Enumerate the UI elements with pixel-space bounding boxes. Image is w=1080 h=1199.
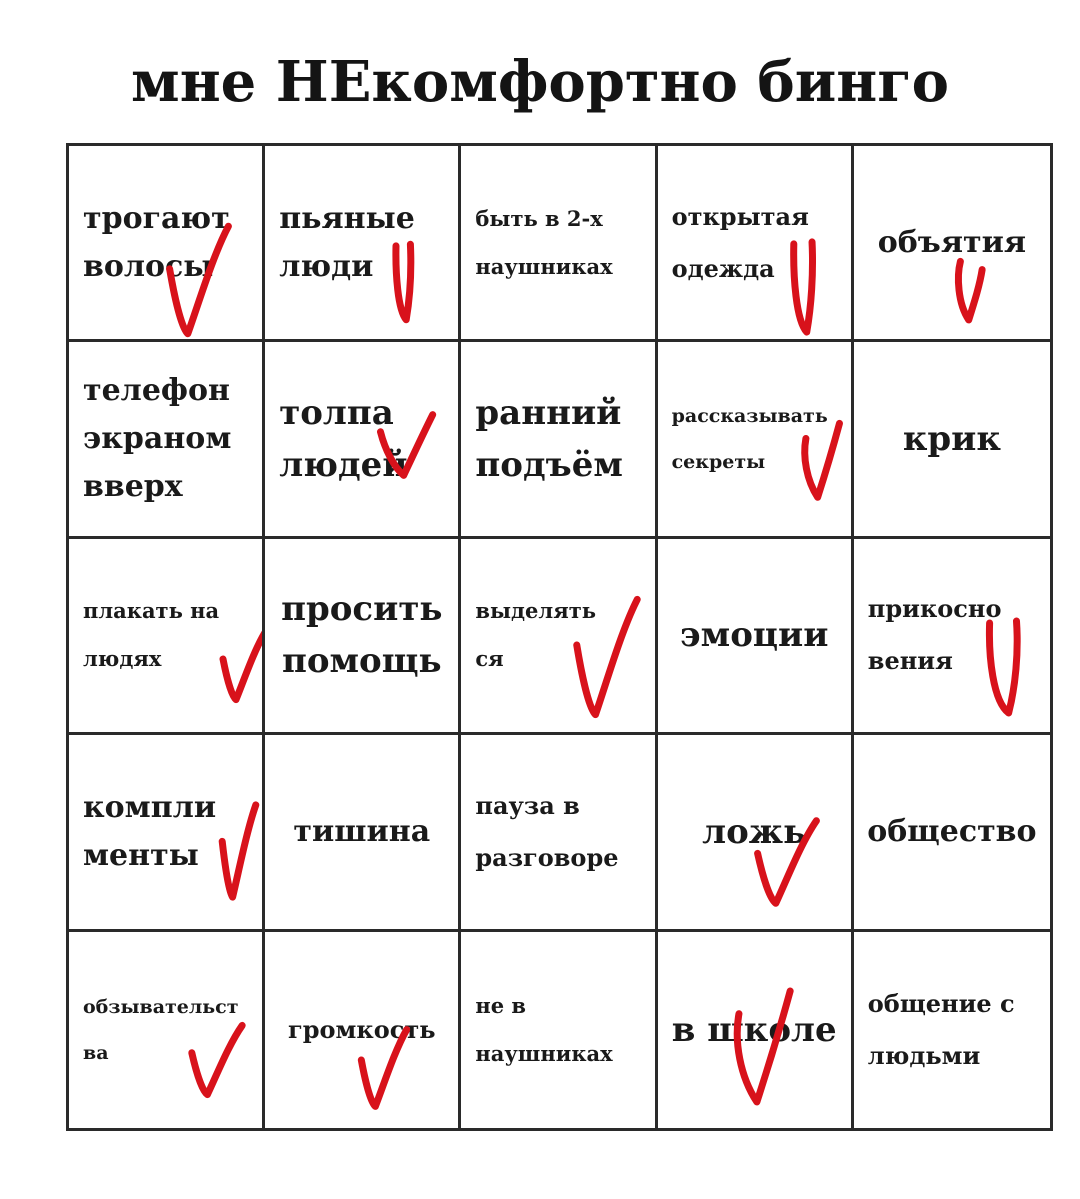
bingo-cell[interactable] [658,932,854,1128]
bingo-cell[interactable] [69,146,265,342]
bingo-cell[interactable] [461,735,657,931]
bingo-cell-label: пьяные люди [279,200,415,284]
red-checkmark-icon [219,631,265,701]
bingo-cell-label: просить помощь [281,589,443,682]
bingo-cell-label: компли менты [83,789,217,873]
bingo-cell[interactable] [69,342,265,538]
bingo-cell[interactable] [658,539,854,735]
bingo-cell[interactable] [265,342,461,538]
checkmark-stroke [222,805,256,897]
bingo-cell[interactable] [265,735,461,931]
bingo-cell-label: крик [902,419,1001,460]
checkmark-stroke [223,632,265,699]
bingo-cell-label: громкость [288,1014,436,1044]
bingo-cell-label: эмоции [679,615,829,656]
bingo-cell[interactable] [69,735,265,931]
bingo-cell[interactable] [461,932,657,1128]
bingo-cell-label: обзывательст ва [83,995,239,1064]
bingo-cell-label: прикосно вения [867,594,1002,676]
bingo-cell-label: не в наушниках [475,992,613,1066]
bingo-cell-label: ложь [702,811,807,852]
bingo-board [66,143,1053,1131]
bingo-cell[interactable] [265,146,461,342]
bingo-cell[interactable] [265,932,461,1128]
bingo-cell[interactable] [854,146,1050,342]
bingo-cell-label: выделять ся [475,598,596,672]
bingo-cell-label: плакать на людях [83,598,220,672]
bingo-cell-label: быть в 2-х наушниках [475,205,613,279]
bingo-cell[interactable] [461,342,657,538]
bingo-title: мне НЕкомфортно бинго [131,49,949,115]
red-checkmark-icon [219,803,259,899]
bingo-cell-label: объятия [877,224,1026,260]
bingo-cell[interactable] [854,539,1050,735]
bingo-cell-label: пауза в разговоре [475,790,619,872]
bingo-cell-label: в школе [671,1009,837,1050]
bingo-cell-label: общество [867,813,1037,849]
bingo-cell[interactable] [461,539,657,735]
bingo-cell[interactable] [854,342,1050,538]
bingo-cell[interactable] [854,932,1050,1128]
bingo-cell[interactable] [69,932,265,1128]
bingo-cell-label: общение с людьми [867,988,1015,1070]
bingo-cell[interactable] [69,539,265,735]
bingo-cell-label: рассказывать секреты [671,405,828,474]
bingo-cell-label: открытая одежда [671,201,809,283]
bingo-cell-label: толпа людей [279,393,408,486]
bingo-cell[interactable] [658,146,854,342]
bingo-cell-label: трогают волосы [83,200,230,284]
bingo-cell[interactable] [658,342,854,538]
bingo-cell-label: ранний подъём [475,393,623,486]
checkmark-stroke [958,261,982,319]
bingo-cell[interactable] [854,735,1050,931]
bingo-cell[interactable] [658,735,854,931]
bingo-cell-label: телефон экраном вверх [83,373,232,505]
bingo-cell[interactable] [265,539,461,735]
bingo-cell[interactable] [461,146,657,342]
bingo-cell-label: тишина [293,813,431,849]
